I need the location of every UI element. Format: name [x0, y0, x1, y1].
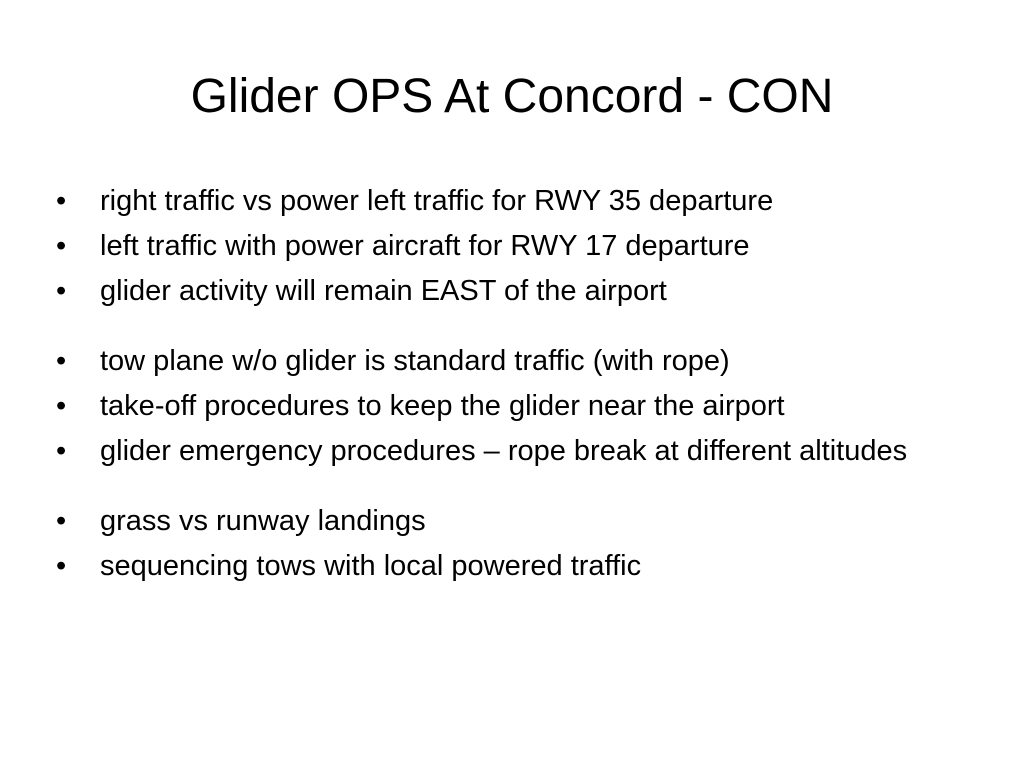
- bullet-icon: •: [56, 345, 67, 377]
- bullet-icon: •: [56, 390, 67, 422]
- bullet-icon: •: [56, 185, 67, 217]
- bullet-item: [56, 504, 956, 539]
- bullet-item: [56, 344, 956, 379]
- bullet-item: [56, 434, 956, 469]
- bullet-item: [56, 549, 956, 584]
- bullet-text: right traffic vs power left traffic for RWY 35 departure: [100, 185, 774, 217]
- bullet-icon: •: [56, 505, 67, 537]
- bullet-icon: •: [56, 230, 67, 262]
- bullet-text: left traffic with power aircraft for RWY 17 departure: [100, 230, 750, 262]
- bullet-item: [56, 229, 956, 264]
- bullet-icon: •: [56, 550, 67, 582]
- bullet-text: tow plane w/o glider is standard traffic (with rope): [100, 345, 730, 377]
- bullet-icon: •: [56, 435, 67, 467]
- bullet-item: [56, 274, 956, 309]
- slide-title: Glider OPS At Concord - CON: [190, 70, 834, 123]
- bullet-text: sequencing tows with local powered traffic: [100, 550, 642, 582]
- bullet-text: glider activity will remain EAST of the airport: [100, 275, 667, 307]
- bullet-item: [56, 184, 956, 219]
- bullet-item: [56, 389, 956, 424]
- bullet-icon: •: [56, 275, 67, 307]
- bullet-list: [56, 184, 956, 594]
- bullet-text: glider emergency procedures – rope break at different altitudes: [100, 435, 908, 467]
- bullet-text: grass vs runway landings: [100, 505, 426, 537]
- bullet-text: take-off procedures to keep the glider near the airport: [100, 390, 785, 422]
